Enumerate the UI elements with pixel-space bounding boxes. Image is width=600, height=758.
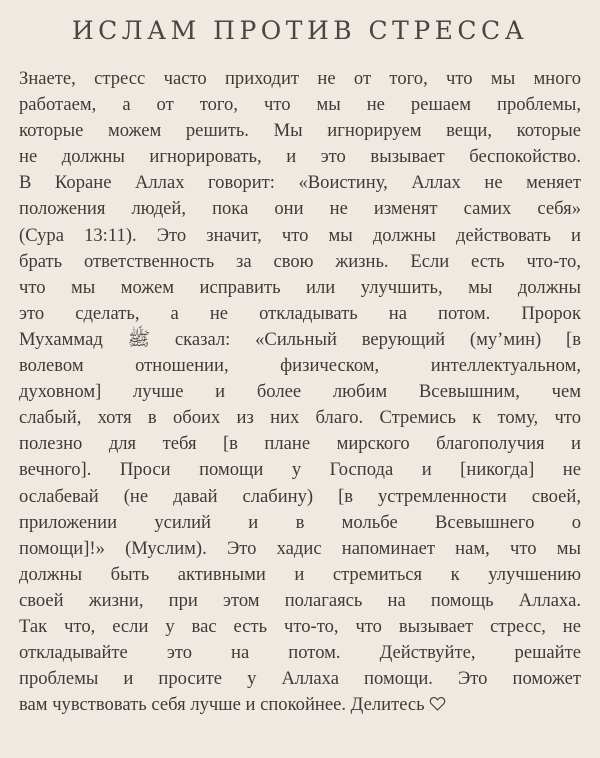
body-line-9: что мы можем исправить или улучшить, мы должны bbox=[19, 276, 581, 298]
body-line-16: вечного]. Проси помощи у Господа и [никогда] не bbox=[19, 459, 581, 481]
post-title: ИСЛАМ ПРОТИВ СТРЕССА bbox=[71, 16, 529, 45]
body-line-21: своей жизни, при этом полагаясь на помощь Аллаха. bbox=[19, 589, 581, 611]
body-line-1: Знаете, стресс часто приходит не от того, что мы много bbox=[19, 68, 581, 89]
body-line-24: проблемы и просите у Аллаха помощи. Это поможет bbox=[19, 668, 581, 690]
body-line-14: слабый, хотя в обоих из них благо. Стремись к тому, что bbox=[19, 407, 581, 429]
body-line-13: духовном] лучше и более любим Всевышним, чем bbox=[19, 381, 581, 403]
body-line-15: полезно для тебя [в плане мирского благополучия и bbox=[19, 433, 581, 455]
body-line-2: работаем, а от того, что мы не решаем проблемы, bbox=[19, 94, 581, 116]
body-line-10: это сделать, а не откладывать на потом. Пророк bbox=[19, 302, 581, 324]
body-line-5: В Коране Аллах говорит: «Воистину, Аллах не меняет bbox=[19, 172, 581, 194]
body-line-23: откладывайте это на потом. Действуйте, решайте bbox=[19, 642, 581, 664]
body-line-8: брать ответственность за свою жизнь. Если есть что-то, bbox=[19, 250, 581, 272]
body-line-18: приложении усилий и в мольбе Всевышнего о bbox=[19, 511, 581, 533]
body-line-22: Так что, если у вас есть что-то, что вызывает стресс, не bbox=[19, 615, 581, 637]
body-line-19: помощи]!» (Муслим). Это хадис напоминает нам, что мы bbox=[19, 537, 581, 559]
body-line-3: которые можем решить. Мы игнорируем вещи, которые bbox=[19, 120, 581, 142]
body-line-25 bbox=[19, 692, 581, 718]
body-line-4: не должны игнорировать, и это вызывает беспокойство. bbox=[19, 146, 581, 168]
body-line-6: положения людей, пока они не изменят самих себя» bbox=[19, 198, 581, 220]
body-line-17: ослабевай (не давай слабину) [в устремленности своей, bbox=[19, 485, 581, 507]
heart-outline-icon bbox=[429, 696, 446, 711]
body-line-12: волевом отношении, физическом, интеллектуальном, bbox=[19, 355, 581, 377]
body-line-7: (Сура 13:11). Это значит, что мы должны действовать и bbox=[19, 224, 581, 246]
body-line-20: должны быть активными и стремиться к улучшению bbox=[19, 563, 581, 585]
post-body bbox=[19, 66, 581, 718]
body-line-11: Мухаммад ﷺ сказал: «Сильный верующий (му’мин) [в bbox=[19, 328, 581, 350]
body-last-line-text: вам чувствовать себя лучше и спокойнее. Делитесь bbox=[19, 694, 425, 716]
